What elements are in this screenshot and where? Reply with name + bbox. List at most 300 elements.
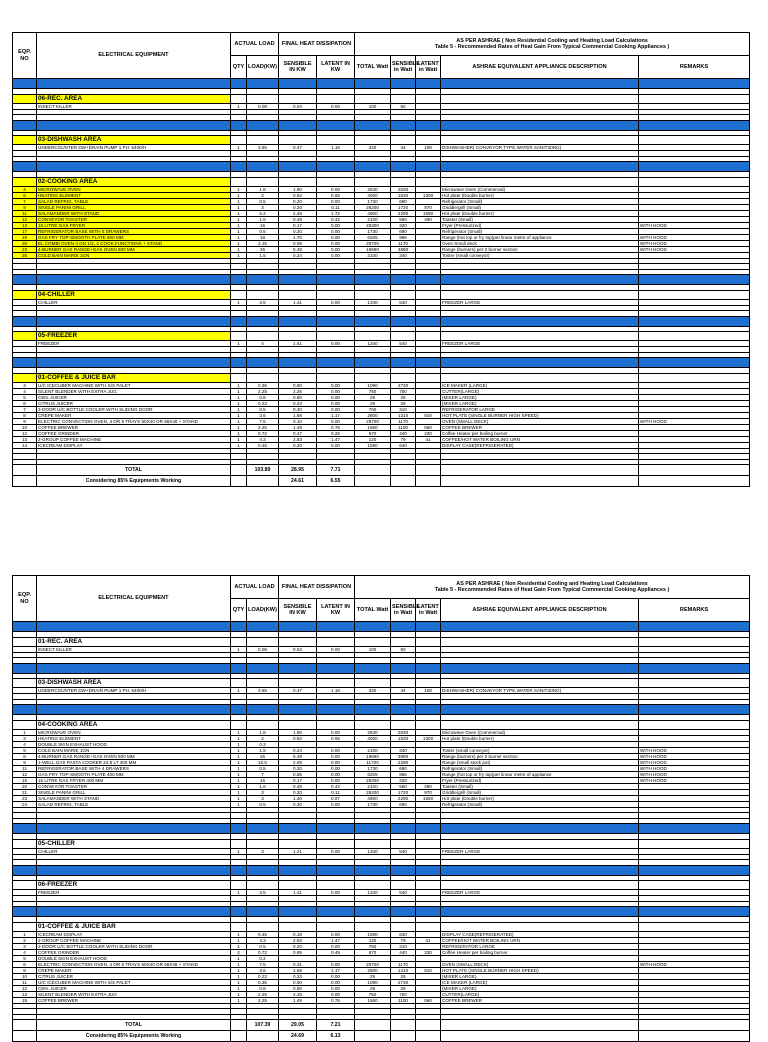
cell: 8 (13, 412, 37, 418)
cell: 0.00 (317, 890, 355, 896)
cell: 0.00 (317, 961, 355, 967)
section-divider (13, 275, 750, 285)
cell: 3 (13, 943, 37, 949)
header-ashrae (355, 576, 750, 599)
cell: WITH HOOD (639, 759, 750, 765)
cell: 0.24 (279, 747, 317, 753)
total-latent: 7.71 (317, 465, 355, 476)
cell: 2100 (355, 747, 391, 753)
cell: 910 (416, 967, 441, 973)
cell: 17 (13, 228, 37, 234)
section-divider (13, 663, 750, 673)
total-label: TOTAL (37, 465, 231, 476)
cell: 3 (247, 789, 279, 795)
cell: 1590 (416, 210, 441, 216)
cell: 1 (231, 246, 247, 252)
working-label: Considering 85% Equipments Working (37, 476, 231, 487)
cell: 3.6 (247, 412, 279, 418)
cell: CHILLER (37, 848, 231, 854)
cell: 2-GROUP COFFEE MACHINE (37, 436, 231, 442)
cell: 1 (231, 848, 247, 854)
header-total-watt: TOTAL Watt (355, 599, 391, 622)
cell: 3 (13, 735, 37, 741)
cell: 28700 (355, 961, 391, 967)
header-remarks: REMARKS (639, 56, 750, 79)
cell: Coffee Heater per boiling burner (441, 430, 639, 436)
cell: WITH HOOD (639, 418, 750, 424)
cell: 0.47 (279, 145, 317, 151)
cell: 0.65 (317, 192, 355, 198)
cell: 1.90 (279, 729, 317, 735)
cell: 2100 (355, 216, 391, 222)
section-title-row (13, 136, 750, 145)
cell: 1 (231, 931, 247, 937)
cell: 750 (355, 991, 391, 997)
cell: 0.00 (317, 848, 355, 854)
cell: 1090 (355, 382, 391, 388)
cell: 19690 (355, 246, 391, 252)
cell: 0.00 (317, 103, 355, 109)
cell: 0.00 (317, 759, 355, 765)
cell: 0.5 (247, 943, 279, 949)
cell: 3.5 (247, 299, 279, 305)
header-latent-kw: LATENT IN KW (317, 599, 355, 622)
cell: 100 (355, 646, 391, 652)
cell: 0.00 (317, 222, 355, 228)
header-ashrae-desc: ASHRAE EQUIVALENT APPLIANCE DESCRIPTION (441, 56, 639, 79)
cell: 16 (247, 222, 279, 228)
cell: 29 (355, 985, 391, 991)
cell: 7.5 (247, 418, 279, 424)
cell: COFFEE/HOT WATER BOILING URN (441, 436, 639, 442)
section-divider (13, 358, 750, 368)
cell: 3.6 (247, 967, 279, 973)
cell: 1.90 (279, 186, 317, 192)
cell: Range (small stock pot) (441, 759, 639, 765)
cell: 340 (355, 688, 391, 694)
cell: 28700 (355, 240, 391, 246)
cell: 6205 (355, 234, 391, 240)
header-ashrae-line1: AS PER ASHRAE ( Non Residential Cooling and Heating Load Calculations (456, 580, 648, 587)
cell: 0.49 (317, 949, 355, 955)
cell: DOUBLE SKIN EXHAUST HOOD (37, 955, 231, 961)
cell: 1590 (416, 795, 441, 801)
total-load: 103.89 (247, 465, 279, 476)
working-sensible: 24.61 (279, 476, 317, 487)
total-row (13, 465, 750, 476)
cell: 3.5 (247, 890, 279, 896)
cell: 2.25 (279, 991, 317, 997)
cell: 1.21 (279, 848, 317, 854)
total-sensible: 28.95 (279, 465, 317, 476)
header-load-kw: LOAD(KW) (247, 599, 279, 622)
cell: HEATING ELEMENT (37, 735, 231, 741)
cell: 3 (247, 848, 279, 854)
section-divider (13, 79, 750, 89)
cell: 1 (231, 943, 247, 949)
cell: 1720 (391, 789, 416, 795)
cell: 0.00 (317, 400, 355, 406)
cell: (MIXER LARGE) (441, 400, 639, 406)
cell: 1.68 (279, 967, 317, 973)
cell: REFRIGERATOR LARGE (441, 943, 639, 949)
cell: 1 (231, 961, 247, 967)
cell: 0.00 (317, 418, 355, 424)
cell: 540 (391, 890, 416, 896)
cell: 3880 (391, 753, 416, 759)
cell: 690 (391, 228, 416, 234)
cell: 100 (355, 103, 391, 109)
cell: Hot plate (Double burner) (441, 192, 639, 198)
cell: Refrigerator (Small) (441, 765, 639, 771)
cell: 4 (13, 186, 37, 192)
cell: 1 (231, 789, 247, 795)
cell: 1 (231, 955, 247, 961)
cell: 4000 (355, 735, 391, 741)
cell: 26 (247, 753, 279, 759)
cell: ELECTRIC CONVECTION OVEN, 4 OR 5 TRAYS 60X40 OR 66X46 + STAND (37, 418, 231, 424)
cell: 230 (416, 430, 441, 436)
cell: 1.17 (317, 967, 355, 973)
cell: 910 (416, 412, 441, 418)
cell: 1730 (355, 801, 391, 807)
cell: 1090 (355, 979, 391, 985)
cell: 970 (416, 204, 441, 210)
cell: 6205 (355, 771, 391, 777)
total-label: TOTAL (37, 1020, 231, 1031)
header-ashrae-desc: ASHRAE EQUIVALENT APPLIANCE DESCRIPTION (441, 599, 639, 622)
cell: 0.31 (279, 961, 317, 967)
cell: 1 (231, 759, 247, 765)
cell: 1 (231, 400, 247, 406)
header-actual-load: ACTUAL LOAD (231, 33, 279, 56)
cell: 11 (13, 210, 37, 216)
cell: 4900 (355, 795, 391, 801)
cell: 0.85 (279, 771, 317, 777)
cell: 966 (391, 771, 416, 777)
section-title: 03-DISHWASH AREA (37, 679, 231, 688)
cell: 0.00 (317, 252, 355, 258)
cell: 1 (231, 765, 247, 771)
cell: 0.18 (279, 931, 317, 937)
cell: 1300 (416, 735, 441, 741)
total-latent: 7.21 (317, 1020, 355, 1031)
section-title: 01-REC. AREA (37, 637, 231, 646)
working-latent: 6.13 (317, 1031, 355, 1042)
section-divider (13, 824, 750, 834)
cell: COFFEE GRINDER (37, 949, 231, 955)
cell: 20 (13, 240, 37, 246)
cell: 2800 (355, 967, 391, 973)
cell: Toaster (Small) (441, 216, 639, 222)
cell: 0.23 (279, 973, 317, 979)
cell: 10 (13, 973, 37, 979)
cell: 2290 (391, 759, 416, 765)
cell: 540 (391, 848, 416, 854)
cell: (MIXER LARGE) (441, 394, 639, 400)
cell: 1 (231, 406, 247, 412)
cell: 7 (13, 198, 37, 204)
cell: 1.40 (279, 795, 317, 801)
cell: HOT PLATE (SINGLE BURNER HIGH SPEED) (441, 412, 639, 418)
cell: 9 (13, 204, 37, 210)
cell: 0.10 (279, 418, 317, 424)
cell: 1.47 (317, 436, 355, 442)
cell: COFFEE/HOT WATER BOILING URN (441, 937, 639, 943)
cell: 13 (13, 222, 37, 228)
cell: CONVEYOR TOASTER (37, 783, 231, 789)
cell: 15 LITRE GAS FRYER 400 MM (37, 777, 231, 783)
cell: 7.5 (247, 961, 279, 967)
cell: 4 (13, 949, 37, 955)
cell: 0.00 (317, 442, 355, 448)
cell: Toster (small conveyor) (441, 252, 639, 258)
cell: 320 (391, 222, 416, 228)
cell: Toaster (Small) (441, 783, 639, 789)
section-divider (13, 907, 750, 917)
cell: 640 (391, 931, 416, 937)
cell: SILENT BLENDER WITH EXTRA JUG (37, 991, 231, 997)
cell: 1 (231, 979, 247, 985)
cell: 490 (416, 783, 441, 789)
cell: 20 (13, 783, 37, 789)
cell: 0.23 (247, 400, 279, 406)
cell: OVEN (SMALL DECK) (441, 961, 639, 967)
cell: 0.76 (317, 997, 355, 1003)
cell: 1 (231, 186, 247, 192)
cell: 1 (231, 382, 247, 388)
cell: 640 (391, 442, 416, 448)
cell: SALAD REFRIG. TABLE (37, 801, 231, 807)
cell: 2.25 (247, 424, 279, 430)
header-load-kw: LOAD(KW) (247, 56, 279, 79)
working-row (13, 476, 750, 487)
cell: 0.5 (247, 765, 279, 771)
section-title: 04-CHILLER (37, 290, 231, 299)
cell: 0.20 (279, 765, 317, 771)
cell: 7 (13, 406, 37, 412)
cell: 0.23 (279, 400, 317, 406)
cell: 0.11 (317, 204, 355, 210)
cell: 15 (13, 997, 37, 1003)
cell: 11700 (355, 759, 391, 765)
cell: 21 (13, 789, 37, 795)
cell: 1100 (391, 997, 416, 1003)
cell: WITH HOOD (639, 234, 750, 240)
cell: 560 (391, 216, 416, 222)
cell: 1340 (355, 299, 391, 305)
working-label: Considering 85% Equipments Working (37, 1031, 231, 1042)
cell: (MIXER LARGE) (441, 973, 639, 979)
cell: WITH HOOD (639, 222, 750, 228)
cell: Hot plate (Double burner) (441, 795, 639, 801)
cell: 1630 (391, 735, 416, 741)
cell: FREEZER LARGE (441, 890, 639, 896)
section-title-row (13, 332, 750, 341)
working-latent: 6.55 (317, 476, 355, 487)
cell: 2290 (391, 795, 416, 801)
cell: 2-DOOR U/C BOTTLE COOLER WITH SLIDING DOOR (37, 943, 231, 949)
cell: 1 (231, 412, 247, 418)
cell: 1-WELL GAS PASTA COOKER 24.5 LT 400 MM (37, 759, 231, 765)
cell: UNDERCOUNTER DW+DRAIN PUMP 1 PH. 5400/H (37, 688, 231, 694)
header-remarks: REMARKS (639, 599, 750, 622)
cell: 13 (13, 991, 37, 997)
cell: 0.95 (279, 949, 317, 955)
cell: 1340 (355, 848, 391, 854)
cell: 1.16 (317, 688, 355, 694)
cell: 1.49 (279, 424, 317, 430)
cell: Fryer (Pressurized) (441, 777, 639, 783)
cell: 0.92 (279, 192, 317, 198)
cell: 2.25 (247, 388, 279, 394)
cell: 16 (247, 777, 279, 783)
cell: CITRUS JUICER (37, 400, 231, 406)
cell: 1730 (355, 198, 391, 204)
cell: 1340 (355, 890, 391, 896)
header-final-heat: FINAL HEAT DISSIPATION (279, 576, 355, 599)
cell: 3.65 (247, 688, 279, 694)
cell: COFFEE BREWER (37, 424, 231, 430)
cell: WITH HOOD (639, 240, 750, 246)
cell: 14 (13, 442, 37, 448)
cell: 440 (391, 430, 416, 436)
cell: 6 (13, 192, 37, 198)
cell: Refrigerator (Small) (441, 198, 639, 204)
cell: 1590 (355, 931, 391, 937)
cell: 24 (13, 801, 37, 807)
cell: Hot plate (Double burner) (441, 735, 639, 741)
cell: REFRIGERATOR BASE WITH 6 DRAWERS (37, 228, 231, 234)
heat-load-table (12, 32, 750, 487)
cell: 0.11 (317, 789, 355, 795)
cell: 0.3 (247, 741, 279, 747)
cell: 4 (247, 341, 279, 347)
cell: 560 (416, 424, 441, 430)
cell: HOT PLATE (SINGLE BURNER HIGH SPEED) (441, 967, 639, 973)
cell: 0.00 (317, 943, 355, 949)
cell: 0.36 (247, 382, 279, 388)
cell: 2.25 (247, 997, 279, 1003)
cell: 1310 (391, 412, 416, 418)
section-title-row (13, 720, 750, 729)
cell: 310 (391, 943, 416, 949)
cell: 5 (13, 394, 37, 400)
cell: 8 (13, 967, 37, 973)
cell: 1.49 (279, 997, 317, 1003)
cell: 1 (231, 418, 247, 424)
cell: 1.6 (247, 216, 279, 222)
cell: 1 (231, 735, 247, 741)
cell: 29 (391, 985, 416, 991)
header-latent-kw: LATENT IN KW (317, 56, 355, 79)
cell: 1 (231, 216, 247, 222)
cell: Microwave Oven (Commercial) (441, 186, 639, 192)
cell: CEN. JUICER (37, 394, 231, 400)
cell: 1730 (355, 228, 391, 234)
section-title-row (13, 922, 750, 931)
section-divider (13, 865, 750, 875)
cell: 5.49 (279, 246, 317, 252)
cell: 12 (13, 430, 37, 436)
cell: 50 (391, 103, 416, 109)
cell: 1.8 (247, 729, 279, 735)
cell: 26 (247, 246, 279, 252)
cell: 29 (391, 973, 416, 979)
cell: 18 (247, 234, 279, 240)
cell: 79 (391, 937, 416, 943)
cell: 9 (13, 418, 37, 424)
cell: 0.90 (279, 382, 317, 388)
section-title: 06-FREEZER (37, 881, 231, 890)
cell: CUTTER(LARGE) (441, 388, 639, 394)
cell: 1 (231, 747, 247, 753)
header-qty: QTY (231, 599, 247, 622)
section-title-row (13, 881, 750, 890)
section-title: 03-DISHWASH AREA (37, 136, 231, 145)
cell: 0.36 (247, 979, 279, 985)
header-actual-load: ACTUAL LOAD (231, 576, 279, 599)
cell: 1 (231, 997, 247, 1003)
cell: 2800 (355, 412, 391, 418)
cell: 0.5 (247, 228, 279, 234)
cell: 0.00 (317, 931, 355, 937)
cell: 0.00 (317, 729, 355, 735)
cell: 1100 (391, 424, 416, 430)
cell: 23 (13, 795, 37, 801)
cell: 7 (247, 771, 279, 777)
cell: 760 (355, 943, 391, 949)
cell: 690 (391, 801, 416, 807)
cell: 0.8 (247, 985, 279, 991)
header-equipment: ELECTRICAL EQUIPMENT (37, 576, 231, 622)
cell: 2.15 (247, 240, 279, 246)
total-sensible: 29.05 (279, 1020, 317, 1031)
header-latent-watt: LATENT in Watt (416, 599, 441, 622)
cell: 1 (231, 210, 247, 216)
cell: UNDERCOUNTER DW+DRAIN PUMP 1 PH. 5400/H (37, 145, 231, 151)
cell: DISPLAY CASE(REFRIGERATED) (441, 931, 639, 937)
cell: 1 (231, 729, 247, 735)
cell: 2730 (391, 382, 416, 388)
cell: 44 (391, 145, 416, 151)
cell: 2290 (391, 210, 416, 216)
cell: 15 LITRE GAS FRYER (37, 222, 231, 228)
cell: 50 (391, 646, 416, 652)
cell: 4.3 (247, 937, 279, 943)
cell: FREEZER (37, 341, 231, 347)
cell: 0.00 (317, 747, 355, 753)
cell: 0.00 (317, 198, 355, 204)
cell: 29 (355, 400, 391, 406)
cell: COFFEE BREWER (37, 997, 231, 1003)
cell: 2 (247, 192, 279, 198)
cell: 0.00 (317, 973, 355, 979)
cell: CHILLER (37, 299, 231, 305)
cell: 5.2 (247, 210, 279, 216)
cell: 3 (13, 382, 37, 388)
cell: CREPE MAKER (37, 967, 231, 973)
cell: 0.20 (279, 442, 317, 448)
cell: 0.90 (279, 979, 317, 985)
header-ashrae (355, 33, 750, 56)
cell: 1660 (355, 424, 391, 430)
cell: FREEZER LARGE (441, 341, 639, 347)
cell: 26300 (355, 777, 391, 783)
cell: 5 (13, 955, 37, 961)
cell: 1 (231, 103, 247, 109)
cell: REFRIGERATOR LARGE (441, 406, 639, 412)
